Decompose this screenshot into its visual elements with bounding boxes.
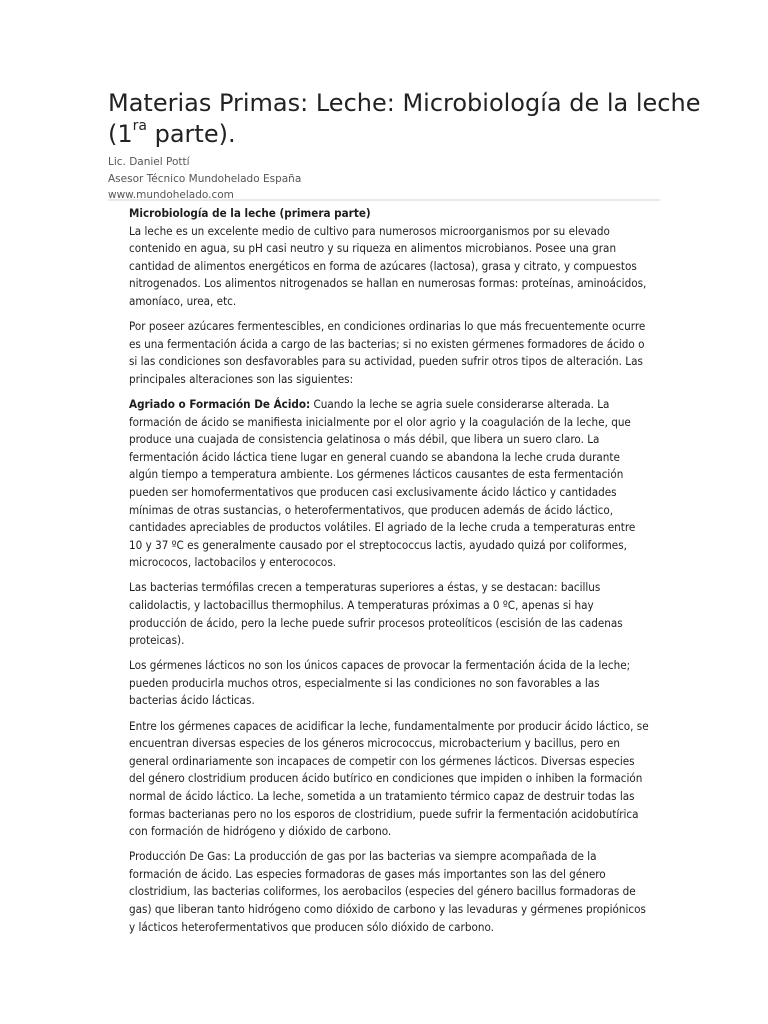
paragraph-gas-production: Producción De Gas: La producción de gas por las bacterias va siempre acompañada de la formación de ácido. Las especies formadoras de gases más importantes son las del género clostridium, las bacterias coliformes, los aerobacilos (especies del género bacillus formadoras de gas) que liberan tanto hidrógeno como dióxido de carbono y las levaduras y gérmenes propiónicos y lácticos heterofermentativos que producen sólo dióxido de carbono. <box>129 849 646 934</box>
paragraph-lactic-germs: Los gérmenes lácticos no son los únicos capaces de provocar la fermentación ácida de la leche; pueden producirla muchos otros, especialmente si las condiciones no son favorables a las bacterias ácido lácticas. <box>129 658 631 708</box>
section-subtitle: Microbiología de la leche (primera parte) <box>129 206 371 220</box>
title-end-text: parte). <box>146 120 236 148</box>
paragraph-intro: La leche es un excelente medio de cultivo para numerosos microorganismos por su elevado contenido en agua, su pH casi neutro y su riqueza en alimentos microbianos. Posee una gran cantidad de alimentos energéticos en forma de azúcares (lactosa), grasa y citrato, y compuestos nitrogenados. Los alimentos nitrogenados se hallan en numerosas formas: proteínas, aminoácidos, amoníaco, urea, etc. <box>129 223 647 308</box>
acid-formation-text: Cuando la leche se agria suele considerarse alterada. La formación de ácido se manifiesta inicialmente por el olor agrio y la coagulación de la leche, que produce una cuajada de consistencia gelatinosa o más débil, que libera un suero claro. La fermentación ácido láctica tiene lugar en general cuando se abandona la leche cruda durante algún tiempo a temperatura ambiente. Los gérmenes lácticos causantes de esta fermentación pueden ser homofermentativos que producen casi exclusivamente ácido láctico y cantidades mínimas de otras sustancias, o heterofermentativos, que producen además de ácido láctico, cantidades apreciables de productos volátiles. El agriado de la leche cruda a temperaturas entre 10 y 37 ºC es generalmente causado por el streptococcus lactis, ayudado quizá por coliformes, micrococos, lactobacilos y enterococos. <box>129 396 636 570</box>
article-body <box>129 205 649 944</box>
website-text: www.mundohelado.com <box>108 189 234 201</box>
header-divider <box>108 199 660 201</box>
title-main-text: Materias Primas: Leche: Microbiología de la leche (1 <box>108 89 701 148</box>
author-name: Lic. Daniel Pottí <box>108 156 190 168</box>
document-title <box>108 88 708 150</box>
acid-formation-heading: Agriado o Formación De Ácido: <box>129 396 311 411</box>
title-superscript: ra <box>132 118 147 134</box>
paragraph-thermophilic: Las bacterias termófilas crecen a temperaturas superiores a éstas, y se destacan: bacillus calidolactis, y lactobacillus thermophilus. A temperaturas próximas a 0 ºC, apenas si hay producción de ácido, pero la leche puede sufrir procesos proteolíticos (escisión de las cadenas proteicas). <box>129 580 623 648</box>
paragraph-acidifying-germs: Entre los gérmenes capaces de acidificar la leche, fundamentalmente por producir ácido láctico, se encuentran diversas especies de los géneros micrococcus, microbacterium y bacillus, pero en general ordinariamente son incapaces de competir con los gérmenes lácticos. Diversas especies del género clostridium producen ácido butírico en condiciones que impiden o inhiben la formación normal de ácido láctico. La leche, sometida a un tratamiento térmico capaz de destruir todas las formas bacterianas pero no los esporos de clostridium, puede sufrir la fermentación acidobutírica con formación de hidrógeno y dióxido de carbono. <box>129 718 649 839</box>
author-role: Asesor Técnico Mundohelado España <box>108 172 302 185</box>
paragraph-alterations: Por poseer azúcares fermentescibles, en condiciones ordinarias lo que más frecuentemente ocurre es una fermentación ácida a cargo de las bacterias; si no existen gérmenes formadores de ácido o si las condiciones son desfavorables para su actividad, pueden sufrir otros tipos de alteración. Las principales alteraciones son las siguientes: <box>129 319 646 386</box>
paragraph-acid-formation <box>129 396 649 572</box>
author-info <box>108 154 301 204</box>
